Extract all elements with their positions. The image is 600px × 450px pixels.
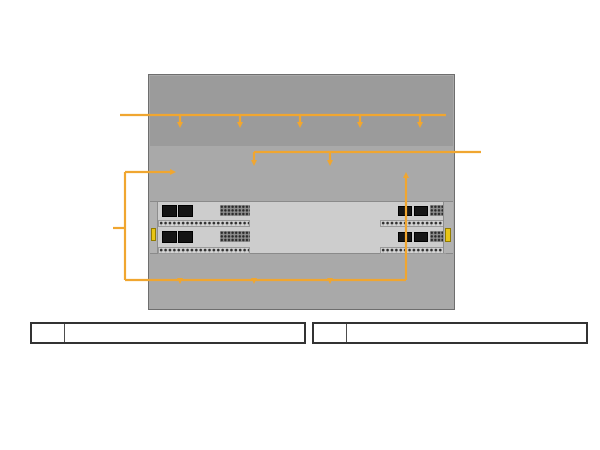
io-port: [414, 232, 428, 242]
pcie-card-block: [250, 203, 378, 252]
warning-tag: [445, 228, 451, 242]
io-port: [414, 206, 428, 216]
chassis-ear-left: [150, 202, 158, 253]
io-port: [398, 232, 412, 242]
vent-strip: [158, 247, 250, 254]
slot-column-header: [31, 323, 64, 343]
table-header-row: [313, 323, 587, 343]
vent-mesh: [430, 205, 444, 216]
vent-mesh: [430, 231, 444, 242]
vent-mesh: [220, 205, 250, 216]
psu-row-top: [150, 147, 453, 200]
ethernet-port: [178, 205, 193, 217]
warning-tag: [151, 228, 156, 241]
chassis-ear-right: [443, 202, 453, 253]
io-panel: [150, 201, 453, 254]
vent-mesh: [220, 231, 250, 242]
ethernet-port: [162, 205, 177, 217]
slot-table-left: [30, 322, 306, 344]
vent-strip: [380, 220, 446, 227]
psu-row-bottom: [150, 255, 453, 309]
io-port: [398, 206, 412, 216]
slot-table-right: [312, 322, 588, 344]
fan-module-row: [150, 76, 453, 146]
table-header-row: [31, 323, 305, 343]
vent-strip: [158, 220, 250, 227]
ethernet-port: [178, 231, 193, 243]
vent-strip: [380, 247, 446, 254]
ethernet-port: [162, 231, 177, 243]
slot-column-header: [313, 323, 346, 343]
server-rear-view: [148, 74, 455, 310]
